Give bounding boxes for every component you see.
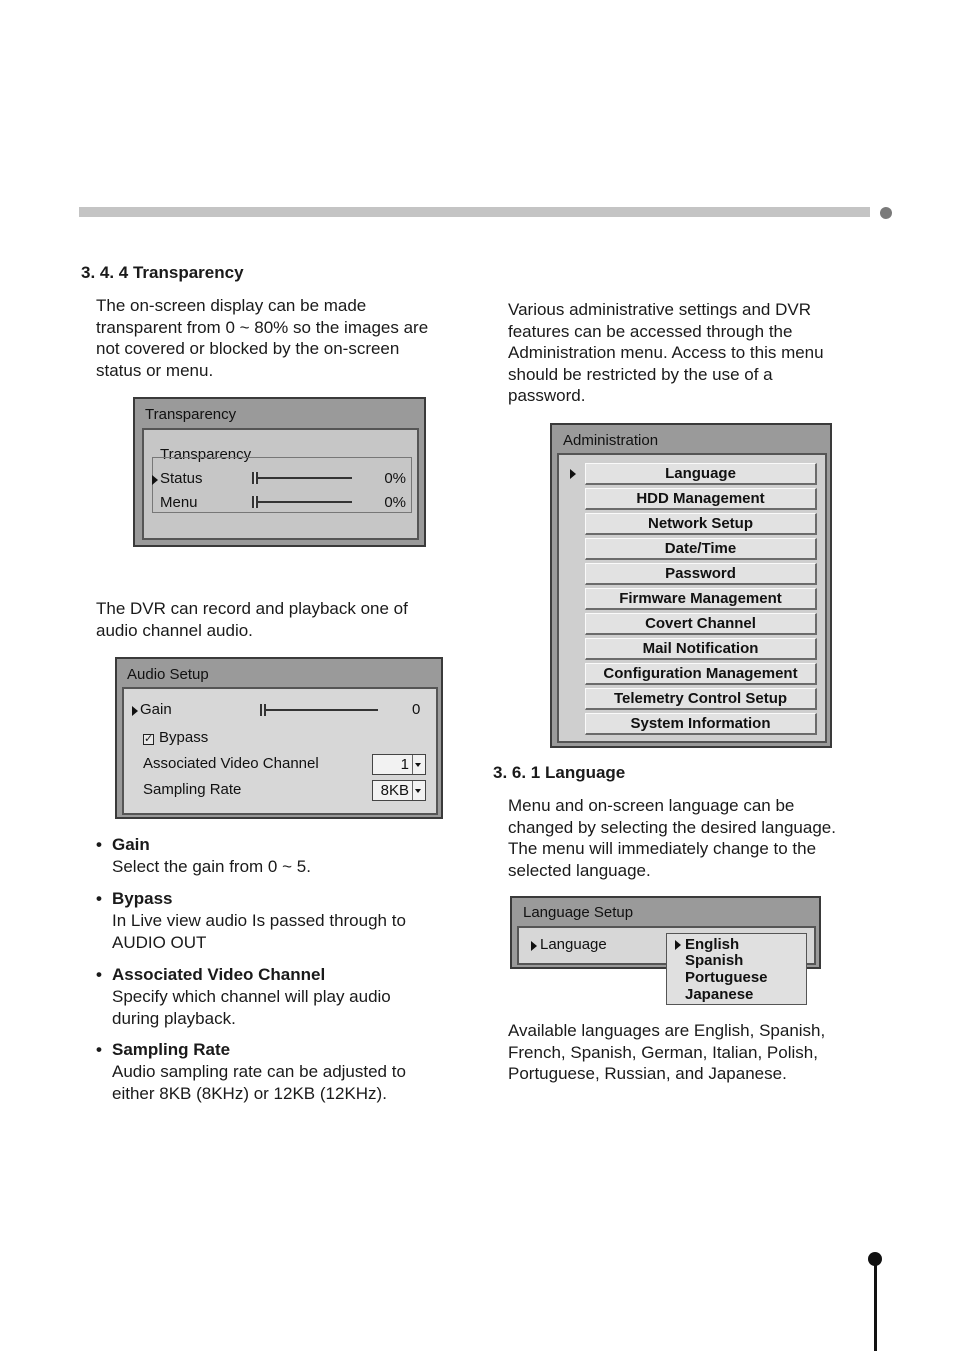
transparency-paragraph: The on-screen display can be made transparent from 0 ~ 80% so the images are not covered or blocked by the on-screen status or menu. <box>96 296 429 380</box>
bullet-title: Bypass <box>112 889 173 908</box>
selected-arrow-icon <box>570 469 576 479</box>
language-option-portuguese[interactable]: Portuguese <box>685 969 768 986</box>
bullet-desc: In Live view audio Is passed through to <box>112 911 406 930</box>
menu-item-configuration-management[interactable]: Configuration Management <box>585 663 817 685</box>
menu-item-hdd-management[interactable]: HDD Management <box>585 488 817 510</box>
bullet-desc: Select the gain from 0 ~ 5. <box>112 857 311 876</box>
bullet-desc: either 8KB (8KHz) or 12KB (12KHz). <box>112 1084 387 1103</box>
language-option-spanish[interactable]: Spanish <box>685 952 744 969</box>
menu-item-telemetry-control-setup[interactable]: Telemetry Control Setup <box>585 688 817 710</box>
page-edge-dot <box>868 1252 882 1266</box>
menu-item-date-time[interactable]: Date/Time <box>585 538 817 560</box>
language-panel-title: Language Setup <box>523 904 634 921</box>
menu-item-firmware-management[interactable]: Firmware Management <box>585 588 817 610</box>
bullet-title: Sampling Rate <box>112 1040 231 1059</box>
status-value: 0% <box>384 470 406 487</box>
channel-value: 1 <box>400 756 409 773</box>
chevron-down-icon <box>412 755 423 774</box>
language-dropdown-list[interactable] <box>666 933 807 1005</box>
page-edge-bar <box>874 1262 877 1351</box>
selected-arrow-icon <box>132 706 138 716</box>
bullet-title: Gain <box>112 835 150 854</box>
gain-value: 0 <box>412 701 421 718</box>
channel-label: Associated Video Channel <box>143 755 319 772</box>
language-option-japanese[interactable]: Japanese <box>685 986 754 1003</box>
list-item <box>96 888 456 954</box>
transparency-panel-title: Transparency <box>145 406 237 423</box>
menu-label: Menu <box>160 494 198 511</box>
bullet: • <box>96 1040 102 1059</box>
list-item <box>96 964 456 1030</box>
audio-panel-body <box>122 687 438 815</box>
header-rule <box>79 207 870 217</box>
channel-select[interactable] <box>372 754 426 775</box>
bypass-label: Bypass <box>159 729 209 746</box>
audio-panel-title: Audio Setup <box>127 666 209 683</box>
gain-slider-track[interactable] <box>266 709 378 711</box>
language-paragraph: Menu and on-screen language can be changed by selecting the desired language. The menu will immediately change to the selected language. <box>508 796 836 880</box>
audio-paragraph: The DVR can record and playback one of audio channel audio. <box>96 599 408 640</box>
list-item <box>96 834 456 878</box>
language-heading: 3. 6. 1 Language <box>493 763 626 782</box>
menu-item-language[interactable]: Language <box>585 463 817 485</box>
menu-item-mail-notification[interactable]: Mail Notification <box>585 638 817 660</box>
language-option-english[interactable]: English <box>685 936 740 953</box>
menu-item-network-setup[interactable]: Network Setup <box>585 513 817 535</box>
list-item <box>96 1039 456 1105</box>
transparency-panel-body <box>142 428 419 540</box>
menu-item-covert-channel[interactable]: Covert Channel <box>585 613 817 635</box>
transparency-panel <box>133 397 426 547</box>
status-label: Status <box>160 470 203 487</box>
admin-menu <box>557 453 827 743</box>
rate-label: Sampling Rate <box>143 781 242 798</box>
rate-select[interactable] <box>372 780 426 801</box>
gain-label: Gain <box>140 701 172 718</box>
administration-panel <box>550 423 832 748</box>
selected-arrow-icon <box>152 475 158 485</box>
chevron-down-icon <box>412 781 423 800</box>
bullet: • <box>96 965 102 984</box>
bypass-checkbox[interactable]: ✓ <box>144 733 154 745</box>
bullet-title: Associated Video Channel <box>112 965 326 984</box>
bullet-desc: Audio sampling rate can be adjusted to <box>112 1062 406 1081</box>
menu-item-system-information[interactable]: System Information <box>585 713 817 735</box>
bullet: • <box>96 889 102 908</box>
bullet-desc: AUDIO OUT <box>112 933 207 952</box>
selected-arrow-icon <box>675 940 681 950</box>
language-label: Language <box>540 936 607 953</box>
bullet-desc: Specify which channel will play audio <box>112 987 391 1006</box>
bullet-desc: during playback. <box>112 1009 236 1028</box>
menu-slider-track[interactable] <box>258 501 352 503</box>
status-slider-track[interactable] <box>258 477 352 479</box>
menu-item-password[interactable]: Password <box>585 563 817 585</box>
audio-setup-panel <box>115 657 443 819</box>
admin-paragraph: Various administrative settings and DVR features can be accessed through the Administration menu. Access to this menu should be restricted by the use of a password. <box>508 300 824 406</box>
header-dot <box>880 207 892 219</box>
selected-arrow-icon <box>531 941 537 951</box>
languages-available-paragraph: Available languages are English, Spanish, French, Spanish, German, Italian, Polish, Portuguese, Russian, and Japanese. <box>508 1021 826 1084</box>
admin-panel-title: Administration <box>563 432 659 449</box>
transparency-heading: 3. 4. 4 Transparency <box>81 263 244 282</box>
menu-value: 0% <box>384 494 406 511</box>
rate-value: 8KB <box>380 782 409 799</box>
transparency-group-label: Transparency <box>160 446 252 463</box>
bullet: • <box>96 835 102 854</box>
